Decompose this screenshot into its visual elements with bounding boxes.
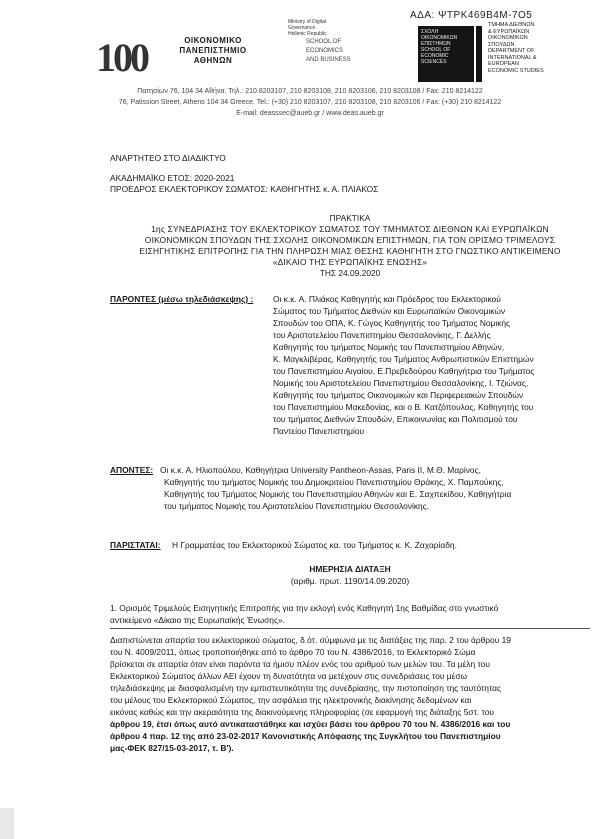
university-name [150,36,276,66]
posting-notice: ΑΝΑΡΤΗΤΕΟ ΣΤΟ ΔΙΑΔΙΚΤΥΟ [110,153,226,163]
absent-line: Καθηγητής του Τμήματος Νομικής του Πανεπιστημίου Αθηνών και Ε. Σαχπεκίδου, Καθηγήτρια [164,489,512,499]
present-label: ΠΑΡΟΝΤΕΣ (μέσω τηλεδιάσκεψης) : [110,294,254,304]
school-label [306,38,414,84]
body-line: άρθρου 19, έτσι όπως αυτό αντικαταστάθηκε και ισχύει βάσει του άρθρου 70 του Ν. 4386/2016 και του [110,719,511,729]
logo-bar [476,26,482,82]
present-line: του Αριστοτελείου Πανεπιστημίου Θεσσαλονίκης, Γ. Δελλής [273,330,491,340]
ministry-label [288,19,336,37]
agenda-item-line: αντικείμενο «Δίκαιο της Ευρωπαϊκής Ένωσης». [110,615,285,625]
present-line: Σώματος του Τμήματος Διεθνών και Ευρωπαϊκών Οικονομικών [273,306,506,316]
present-line: Σπουδών του ΟΠΑ, Κ. Γώγος Καθηγητής του Τμήματος Νομικής [273,318,511,328]
department-line: & ΕΥΡΩΠΑΪΚΩΝ [488,28,530,35]
minutes-heading: ΠΡΑΚΤΙΚΑ [329,213,371,223]
agenda-reference: (αριθμ. πρωτ. 1190/14.09.2020) [290,576,410,586]
present-line: του τμήματος Διεθνών Σπουδών, Επικοινωνίας και Πολιτισμού του [273,414,518,424]
committee-chair: ΠΡΟΕΔΡΟΣ ΕΚΛΕΚΤΟΡΙΚΟΥ ΣΩΜΑΤΟΣ: ΚΑΘΗΓΗΤΗΣ κ. Α. ΠΛΙΑΚΟΣ [110,184,379,194]
school-logo-line: ΟΙΚΟΝΟΜΙΚΩΝ [421,35,458,41]
present-line: Καθηγητής του τμήματος Οικονομικών και Περιφερειακών Σπουδών [273,390,524,400]
department-line: ECONOMIC STUDIES [488,67,544,74]
school-logo-line: SCIENCES [421,59,447,65]
body-line: άρθρου 4 παρ. 12 της από 23-02-2017 Κανονιστικής Απόφασης της Συγκλήτου του Πανεπιστημίου [110,731,501,741]
university-name-line: ΠΑΝΕΠΙΣΤΗΜΙΟ [179,46,247,55]
address-greek: Πατησίων 76, 104 34 Αθήνα. Τηλ.: 210 8203107, 210 8203108, 210 8203106, 210 8203108 / Fax: 210 8214122 [137,88,483,95]
present-line: του Πανεπιστημίου Μακεδονίας, και ο Β. Κατζόπουλος, Καθηγητής του [273,402,534,412]
divider [110,628,590,629]
present-line: Παντείου Πανεπιστημίου [273,426,365,436]
school-logo-line: ΣΧΟΛΗ [421,29,439,35]
agenda-item-line: 1. Ορισμός Τριμελούς Εισηγητικής Επιτροπής για την εκλογή ενός Καθηγητή 1ης Βαθμίδας στο γνωστικό [110,603,499,613]
secretary-text: Η Γραμματέας του Εκλεκτορικού Σώματος κα. του Τμήματος κ. Κ. Ζαχαρίαδη. [172,540,457,550]
body-line: του μέλους του Εκλεκτορικού Σώματος, την ασφάλεια της ηλεκτρονικής διακίνησης δεδομένων και [110,695,472,705]
body-line: Εκλεκτορικού Σώματος άλλων ΑΕΙ έχουν τη δυνατότητα να μετέχουν στις συνεδριάσεις του μέσω [110,671,468,681]
school-logo-line: ECONOMIC [421,53,449,59]
department-line: DEPARTMENT OF [488,48,535,54]
body-line: Διαπιστώνεται απαρτία του εκλεκτορικού σώματος, δ.ότ. σύμφωνα με τις διατάξεις της παρ. 2 του άρθρου 19 [110,635,511,645]
present-line: του Πανεπιστημίου Αιγαίου, Ε.Πρεβεδούρου Καθηγήτρια του Τμήματος [273,366,535,376]
school-logo-box [418,26,474,82]
present-list [273,293,534,437]
centenary-logo: 100 [96,35,147,80]
department-line: ΣΠΟΥΔΩΝ [488,41,515,48]
body-line: εικόνας καθώς και την ακεραιότητα της διακινούμενης πληροφορίας (σε εφαρμογή της διάταξης 5στ. του [110,707,494,717]
session-date: ΤΗΣ 24.09.2020 [319,268,381,278]
title-line: 1ης ΣΥΝΕΔΡΙΑΣΗΣ ΤΟΥ ΕΚΛΕΚΤΟΡΙΚΟΥ ΣΩΜΑΤΟΣ ΤΟΥ ΤΜΗΜΑΤΟΣ ΔΙΕΘΝΩΝ ΚΑΙ ΕΥΡΩΠΑΪΚΩΝ [151,224,549,234]
absent-label: ΑΠΟΝΤΕΣ: [110,465,154,475]
address-english: 76, Patission Street, Athens 104 34 Greece. Tel.: (+30) 210 8203107, 210 8203108, 210 8203106 / Fax: (+30) 210 8214122 [118,99,502,106]
title-line: «ΔΙΚΑΙΟ ΤΗΣ ΕΥΡΩΠΑΪΚΗΣ ΕΝΩΣΗΣ» [272,257,428,267]
title-line: ΟΙΚΟΝΟΜΙΚΩΝ ΣΠΟΥΔΩΝ ΤΗΣ ΣΧΟΛΗΣ ΟΙΚΟΝΟΜΙΚΩΝ ΕΠΙΣΤΗΜΩΝ, ΓΙΑ ΤΟΝ ΟΡΙΣΜΟ ΤΡΙΜΕΛΟΥΣ [144,235,556,245]
department-label [488,22,568,74]
school-line: SCHOOL OF [306,39,342,45]
absent-line: Καθηγητής του τμήματος Νομικής του Δημοκριτείου Πανεπιστημίου Θράκης, Χ. Παμπούκης, [164,477,504,487]
university-name-line: ΑΘΗΝΩΝ [193,56,233,65]
ada-code: ΑΔΑ: ΨΤΡΚ469Β4Μ-7Ο5 [410,10,533,21]
body-line: βρίσκεται σε απαρτία όταν είναι παρόντα τα ήμισυ πλέον ενός του αριθμού των μελών του. Τα μέλη του [110,659,490,669]
department-line: INTERNATIONAL & [488,54,537,61]
title-line: ΕΙΣΗΓΗΤΙΚΗΣ ΕΠΙΤΡΟΠΗΣ ΓΙΑ ΤΗΝ ΠΛΗΡΩΣΗ ΜΙΑΣ ΘΕΣΗΣ ΚΑΘΗΓΗΤΗ ΣΤΟ ΓΝΩΣΤΙΚΟ ΑΝΤΙΚΕΙΜΕΝΟ [139,246,561,256]
school-logo-line: SCHOOL OF [421,47,451,53]
absent-line: Οι κ.κ. Α. Ηλιοπούλου, Καθηγήτρια University Pantheon-Assas, Paris II, Μ.Θ. Μαρίνος, [160,465,481,475]
body-line: τηλεδιάσκεψης με διασφαλισμένη την εμπιστευτικότητα της συνεδρίασης, την πιστοποίηση της ταυτότητας [110,683,502,693]
absent-line: του τμήματος Νομικής του Αριστοτελείου Πανεπιστημίου Θεσσαλονίκης. [164,501,430,511]
present-line: Νομικής του Αριστοτελείου Πανεπιστημίου Θεσσαλονίκης, Ι. Τζιώνας, [273,378,529,388]
agenda-heading: ΗΜΕΡΗΣΙΑ ΔΙΑΤΑΞΗ [309,564,391,574]
body-line: μας-ΦΕΚ 827/15-03-2017, τ. Β'). [110,743,234,753]
body-paragraph [110,634,511,754]
present-line: Κ. Μαγκλιβέρας, Καθηγητής του Τμήματος Ανθρωπιστικών Επιστημών [273,354,534,364]
present-line: Οι κ.κ. Α. Πλιάκος Καθηγητής και Πρόεδρος του Εκλεκτορικού [273,294,501,304]
department-line: ΟΙΚΟΝΟΜΙΚΩΝ [488,35,528,41]
secretary-label: ΠΑΡΙΣΤΑΤΑΙ: [110,540,161,550]
scan-edge [0,808,14,839]
university-name-line: ΟΙΚΟΝΟΜΙΚΟ [184,36,242,45]
present-line: Καθηγητής του τμήματος Νομικής του Πανεπιστημίου Αθηνών, [273,342,505,352]
school-line: AND BUSINESS [306,57,351,63]
school-logo-line: ΕΠΙΣΤΗΜΩΝ [421,41,451,47]
body-line: του Ν. 4009/2011, όπως τροποποιήθηκε από το άρθρο 70 του Ν. 4386/2016, το Εκλεκτορικό Σώμα [110,647,476,657]
ministry-line: Ministry of Digital [288,19,327,25]
ministry-line: Governance [288,25,316,31]
department-line: ΤΜΗΜΑ ΔΙΕΘΝΩΝ [488,22,535,28]
ministry-line: Hellenic Republic [288,31,327,37]
school-line: ECONOMICS [306,48,344,54]
contact-email: E-mail: deasssec@aueb.gr / www.deas.aueb.gr [236,110,384,117]
academic-year: ΑΚΑΔΗΜΑΪΚΟ ΕΤΟΣ: 2020-2021 [110,173,235,183]
department-line: EUROPEAN [488,61,519,67]
